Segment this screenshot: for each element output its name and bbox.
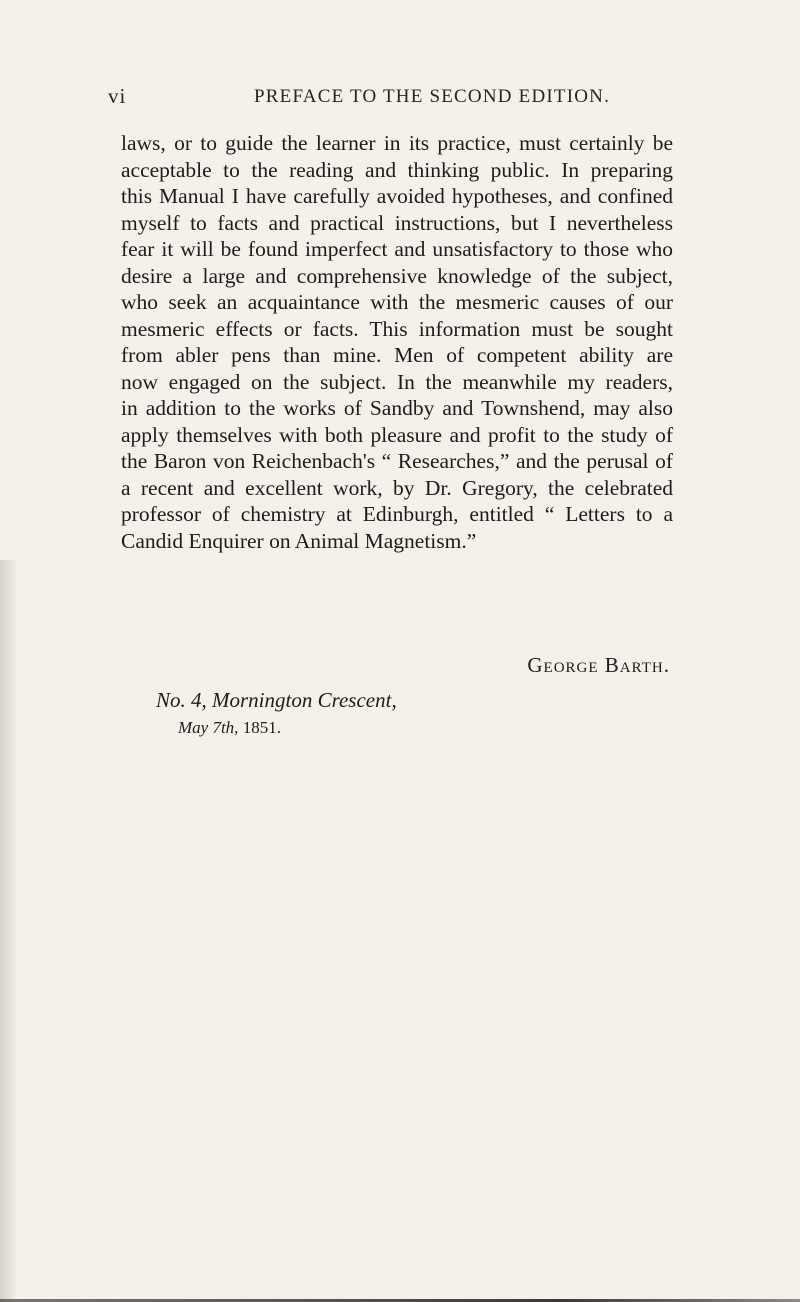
page-edge-shadow [0, 560, 18, 1302]
text-line: the Baron von Reichenbach's “ Researches,” and the perusal of [121, 449, 673, 473]
text-line: apply themselves with both pleasure and profit to the study of [121, 422, 673, 447]
text-line: Candid Enquirer on Animal Magnetism.” [121, 528, 477, 553]
text-line: mesmeric effects or facts. This information must be sought [121, 316, 673, 341]
address-line: No. 4, Mornington Crescent, [156, 688, 397, 712]
running-title: PREFACE TO THE SECOND EDITION. [254, 86, 611, 107]
text-line: who seek an acquaintance with the mesmeric causes of our [121, 290, 673, 314]
text-line: in addition to the works of Sandby and Townshend, may also [121, 396, 673, 420]
text-line: desire a large and comprehensive knowledge of the subject, [121, 263, 673, 288]
date-month-day: May 7th, [178, 718, 239, 737]
text-line: fear it will be found imperfect and unsatisfactory to those who [121, 237, 673, 261]
text-line: a recent and excellent work, by Dr. Gregory, the celebrated [121, 475, 673, 500]
page-number: vi [108, 84, 127, 108]
text-line: from abler pens than mine. Men of competent ability are [121, 343, 673, 367]
text-line: myself to facts and practical instructions, but I nevertheless [121, 210, 673, 235]
author-signature: George Barth. [527, 653, 670, 677]
running-head [108, 84, 668, 112]
date-year: 1851. [242, 718, 281, 737]
preface-paragraph [121, 130, 673, 554]
date-line [178, 718, 281, 738]
text-line: laws, or to guide the learner in its practice, must certainly be [121, 131, 673, 155]
text-line: now engaged on the subject. In the meanwhile my readers, [121, 369, 673, 394]
text-line: acceptable to the reading and thinking public. In preparing [121, 157, 673, 182]
text-line: this Manual I have carefully avoided hypotheses, and confined [121, 184, 673, 208]
text-line: professor of chemistry at Edinburgh, entitled “ Letters to a [121, 502, 673, 526]
